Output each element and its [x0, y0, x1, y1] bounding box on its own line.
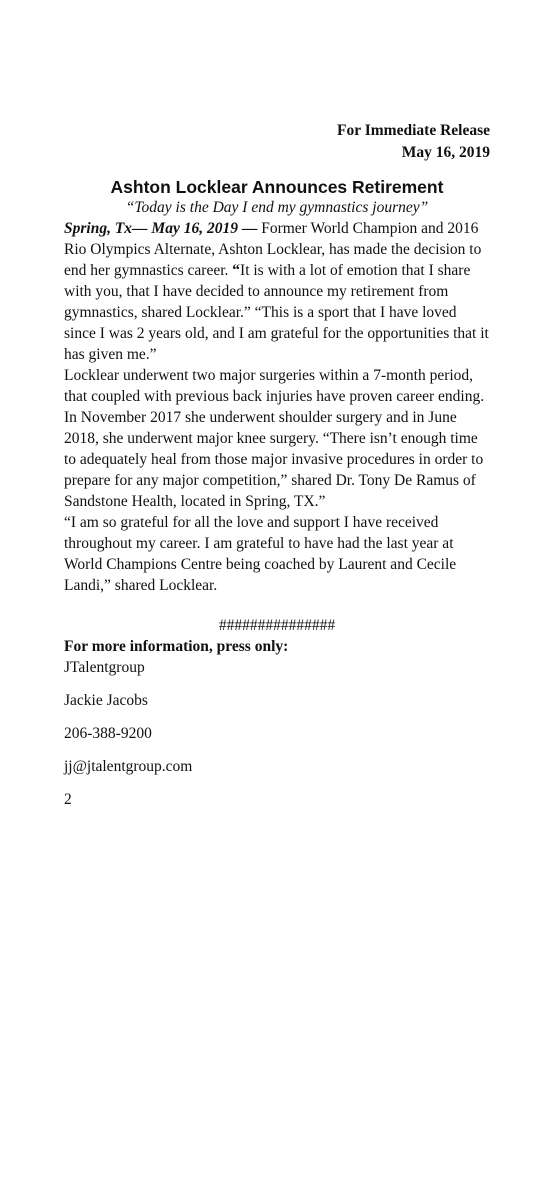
end-separator: ###############: [218, 617, 336, 634]
intro-quote: It is with a lot of emotion that I share with you, that I have decided to announce my retirement from gymnastics, shared Locklear.” “This is a sport that I have loved since I was 2 years old, and I am grateful for the opportunities that it has given me.”: [64, 262, 489, 363]
paragraph-surgeries: Locklear underwent two major surgeries within a 7-month period, that coupled with previous back injuries have proven career ending. In November 2017 she underwent shoulder surgery and in June 2018, she underwent major knee surgery. “There isn’t enough time to adequately heal from those major invasive procedures in order to prepare for any major competition,” shared Dr. Tony De Ramus of Sandstone Health, located in Spring, TX.”: [64, 367, 485, 510]
intro-text: Former World Champion and 2016 Rio Olympics Alternate, Ashton Locklear, has made the decision to end her gymnastics career.: [64, 220, 482, 279]
subheadline: “Today is the Day I end my gymnastics journey”: [125, 199, 429, 216]
contact-heading: For more information, press only:: [64, 638, 289, 655]
dateline: Spring, Tx— May 16, 2019: [64, 220, 238, 237]
opening-quote-mark: “: [232, 262, 241, 279]
contact-phone: 206-388-9200: [64, 725, 152, 742]
release-header: [64, 120, 490, 164]
paragraph-gratitude: “I am so grateful for all the love and support I have received throughout my career. I am grateful to have had the last year at World Champions Centre being coached by Laurent and Cecile Landi,” shared Locklear.: [64, 514, 457, 594]
contact-company: JTalentgroup: [64, 659, 145, 676]
contact-name: Jackie Jacobs: [64, 692, 148, 709]
headline: Ashton Locklear Announces Retirement: [110, 177, 444, 197]
press-release-body: [64, 218, 490, 596]
release-label: For Immediate Release: [337, 122, 490, 139]
contact-email: jj@jtalentgroup.com: [64, 758, 193, 775]
press-release-document: [64, 120, 490, 822]
dateline-dash: —: [237, 220, 262, 237]
release-date: May 16, 2019: [401, 144, 490, 161]
page-number: 2: [64, 791, 72, 808]
paragraph-intro: [64, 218, 490, 365]
